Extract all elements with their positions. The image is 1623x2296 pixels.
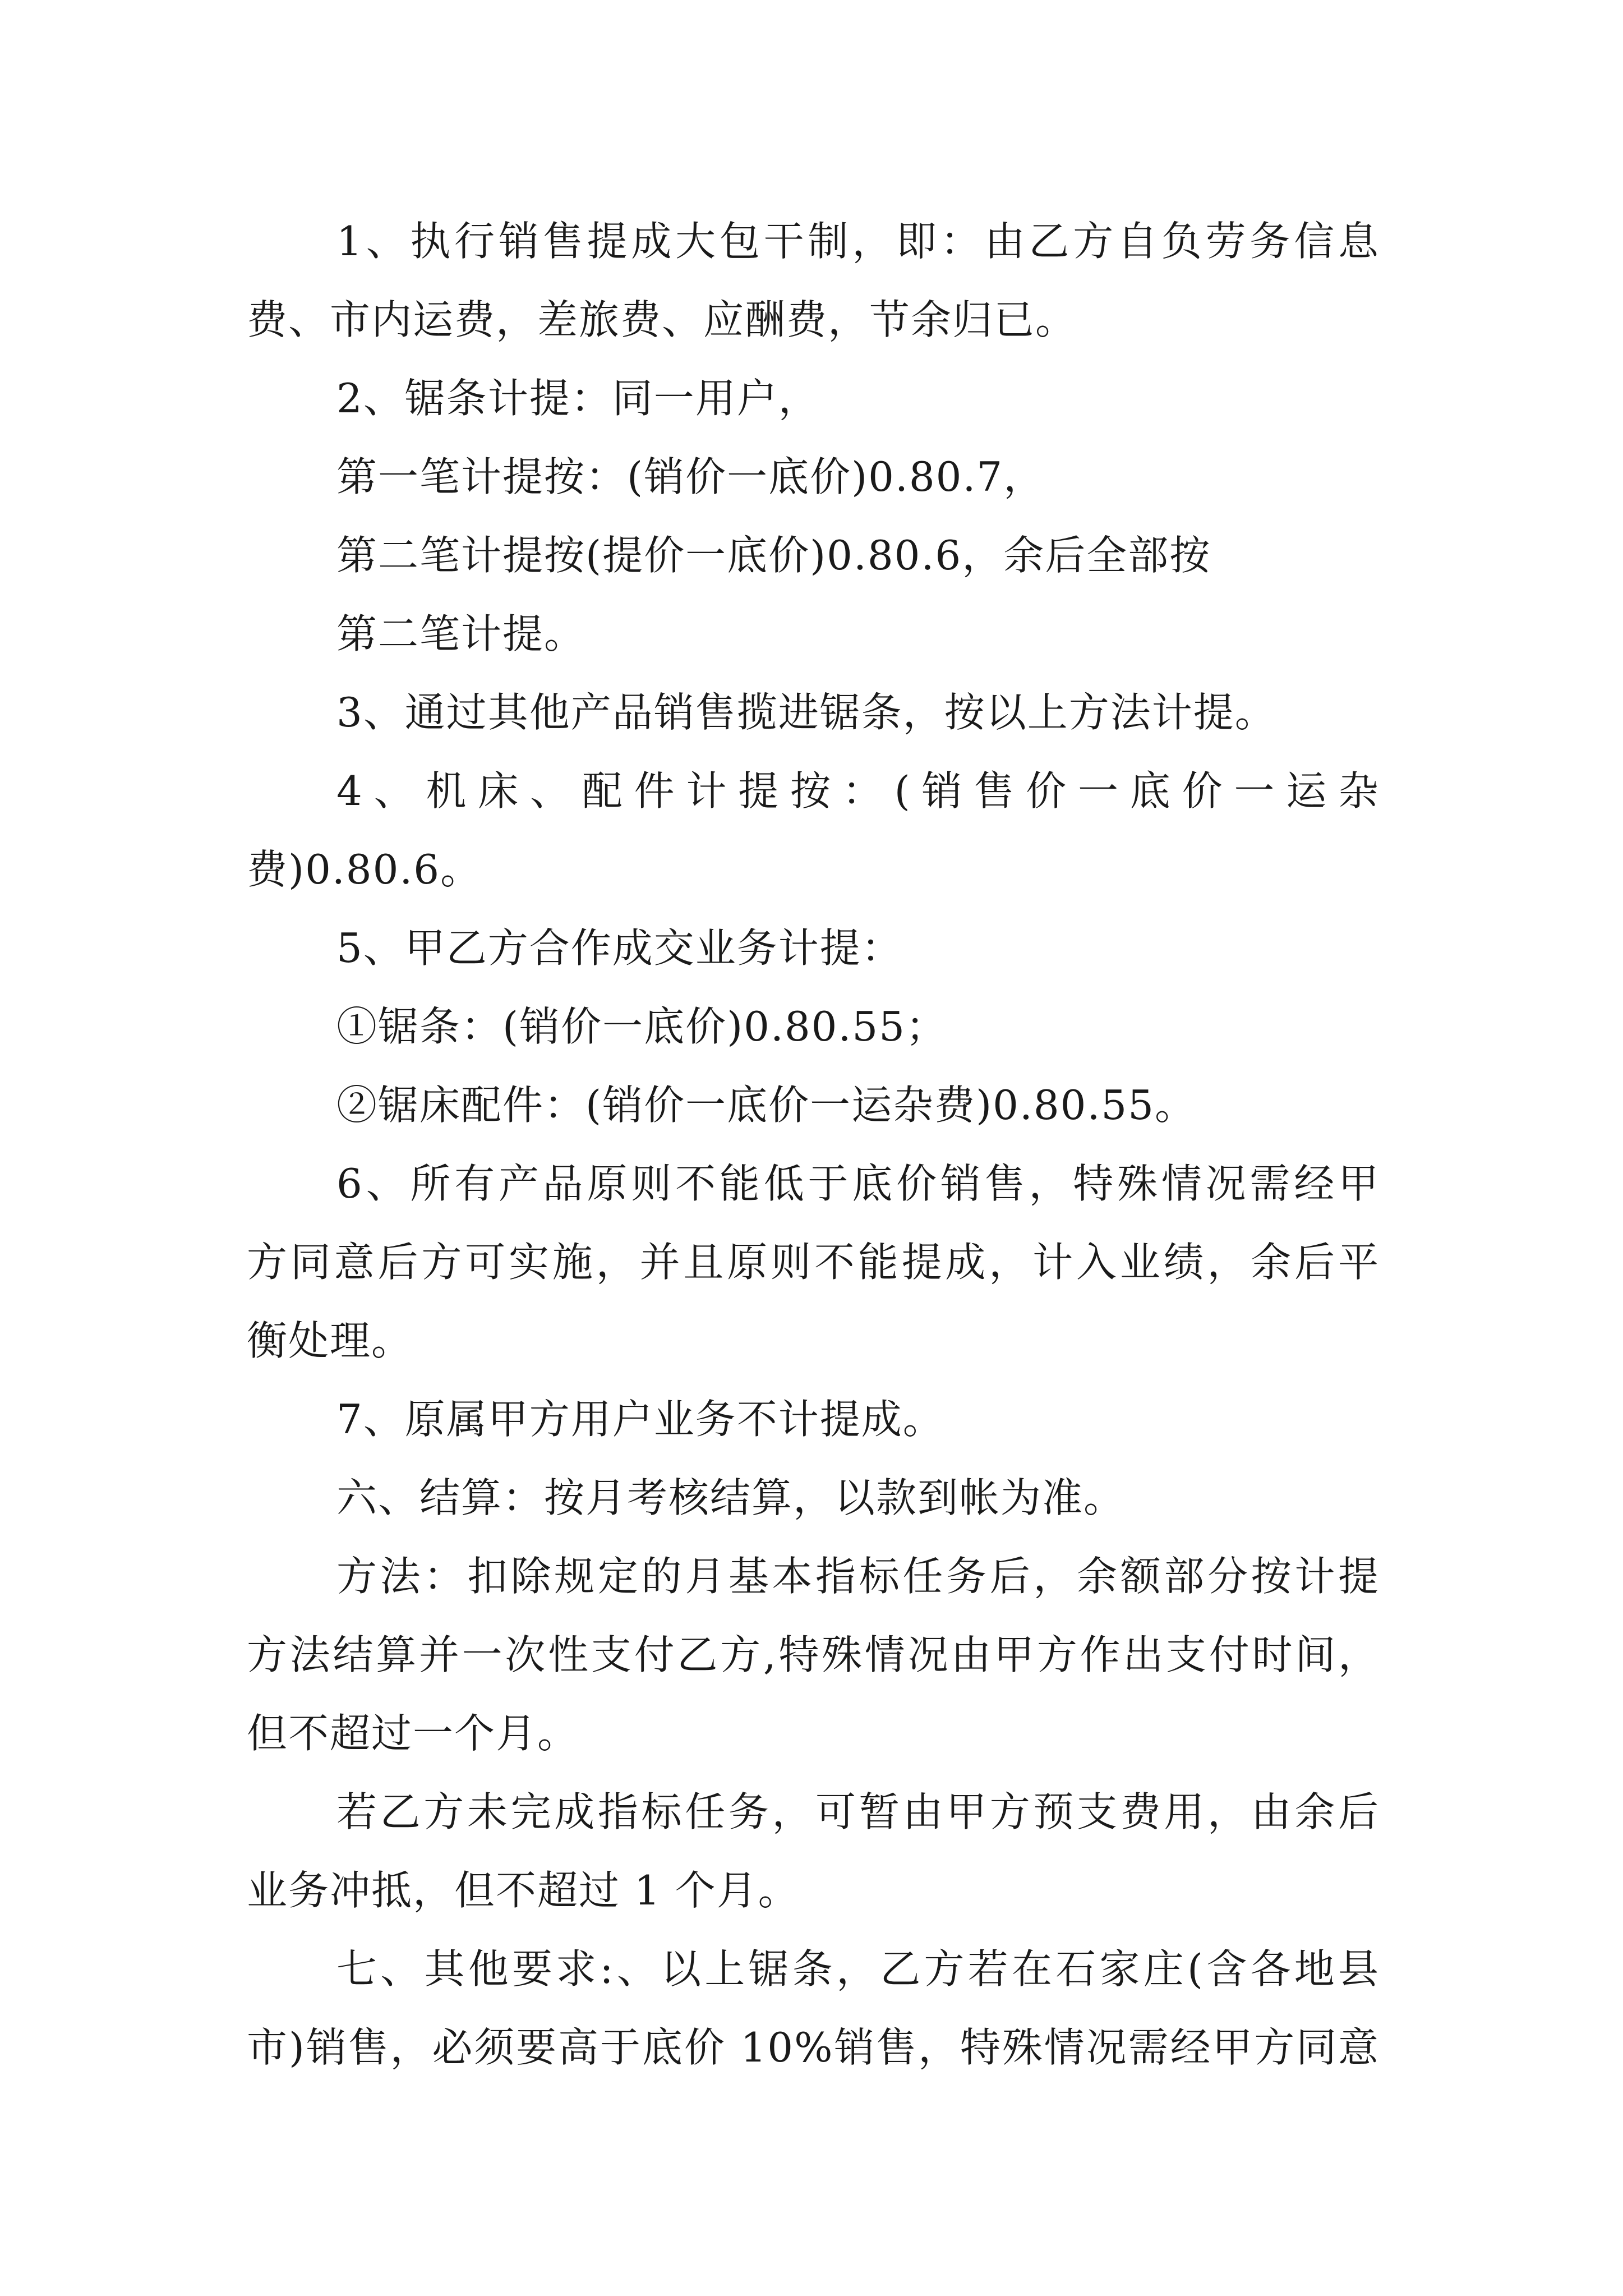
- paragraph-line: 方法结算并一次性支付乙方,特殊情况由甲方作出支付时间，: [247, 1631, 1380, 1678]
- paragraph-line: 费、市内运费，差旅费、应酬费，节余归已。: [247, 296, 1077, 343]
- paragraph-line: 市)销售，必须要高于底价 10%销售，特殊情况需经甲方同意: [247, 2024, 1380, 2071]
- paragraph-line: 1、执行销售提成大包干制，即：由乙方自负劳务信息: [336, 218, 1380, 265]
- paragraph-line: 七、其他要求:、以上锯条，乙方若在石家庄(含各地县: [336, 1945, 1380, 1993]
- paragraph-line: 3、通过其他产品销售揽进锯条，按以上方法计提。: [336, 689, 1276, 736]
- paragraph-line: 若乙方未完成指标任务，可暂由甲方预支费用，由余后: [336, 1788, 1380, 1835]
- paragraph-line: ②锯床配件：(销价一底价一运杂费)0.80.55。: [336, 1082, 1196, 1129]
- paragraph-line: 2、锯条计提：同一用户，: [336, 375, 820, 422]
- paragraph-line: 六、结算：按月考核结算，以款到帐为准。: [336, 1474, 1126, 1521]
- paragraph-line: 但不超过一个月。: [247, 1710, 579, 1757]
- paragraph-line: 费)0.80.6。: [247, 846, 482, 893]
- paragraph-line: 第二笔计提。: [336, 610, 586, 657]
- paragraph-line: ①锯条：(销价一底价)0.80.55；: [336, 1003, 947, 1050]
- paragraph-line: 6、所有产品原则不能低于底价销售，特殊情况需经甲: [336, 1160, 1380, 1207]
- paragraph-line: 第一笔计提按：(销价一底价)0.80.7，: [336, 453, 1045, 500]
- paragraph-line: 4、机床、配件计提按：(销售价一底价一运杂: [336, 767, 1380, 815]
- paragraph-line: 5、甲乙方合作成交业务计提：: [336, 924, 903, 972]
- paragraph-line: 7、原属甲方用户业务不计提成。: [336, 1396, 944, 1443]
- paragraph-line: 衡处理。: [247, 1317, 413, 1364]
- paragraph-line: 方法：扣除规定的月基本指标任务后，余额部分按计提: [336, 1553, 1380, 1600]
- paragraph-line: 第二笔计提按(提价一底价)0.80.6，余后全部按: [336, 532, 1211, 579]
- paragraph-line: 业务冲抵，但不超过 1 个月。: [247, 1867, 800, 1914]
- paragraph-line: 方同意后方可实施，并且原则不能提成，计入业绩，余后平: [247, 1239, 1380, 1286]
